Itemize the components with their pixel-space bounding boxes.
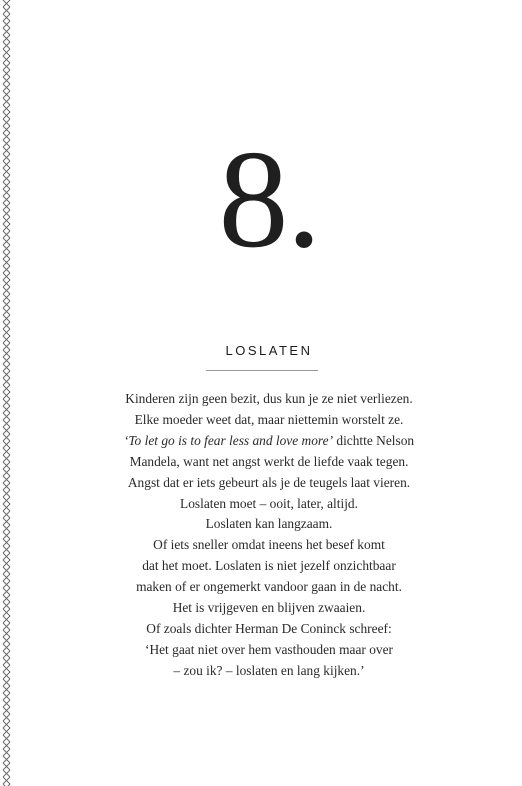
poem-line: maken of er ongemerkt vandoor gaan in de nacht. [136,579,402,595]
poem-quote-line [16,431,522,452]
poem-line: Kinderen zijn geen bezit, dus kun je ze niet verliezen. [125,391,413,406]
quote-rest: dichtte Nelson [333,432,415,448]
poem-line: Of iets sneller omdat ineens het besef komt [153,537,385,553]
poem-line: Angst dat er iets gebeurt als je de teugels laat vieren. [127,474,411,490]
title-divider [206,370,318,371]
cross-stitch-border [0,0,16,786]
quote-italic: ‘To let go is to fear less and love more’ [123,432,334,448]
poem-line: Mandela, want net angst werkt de liefde vaak tegen. [129,453,409,469]
poem-text [16,389,522,682]
poem-line: Het is vrijgeven en blijven zwaaien. [172,600,366,616]
chapter-number: 8. [218,122,320,277]
poem-line: dat het moet. Loslaten is niet jezelf onzichtbaar [142,558,396,574]
chapter-title: LOSLATEN [225,343,313,358]
poem-line: Loslaten moet – ooit, later, altijd. [180,495,358,511]
poem-line: – zou ik? – loslaten en lang kijken.’ [173,662,365,678]
poem-line: ‘Het gaat niet over hem vasthouden maar over [144,641,393,657]
poem-line: Loslaten kan langzaam. [205,516,333,532]
poem-line: Of zoals dichter Herman De Coninck schreef: [146,620,392,636]
poem-line: Elke moeder weet dat, maar niettemin worstelt ze. [134,411,404,427]
